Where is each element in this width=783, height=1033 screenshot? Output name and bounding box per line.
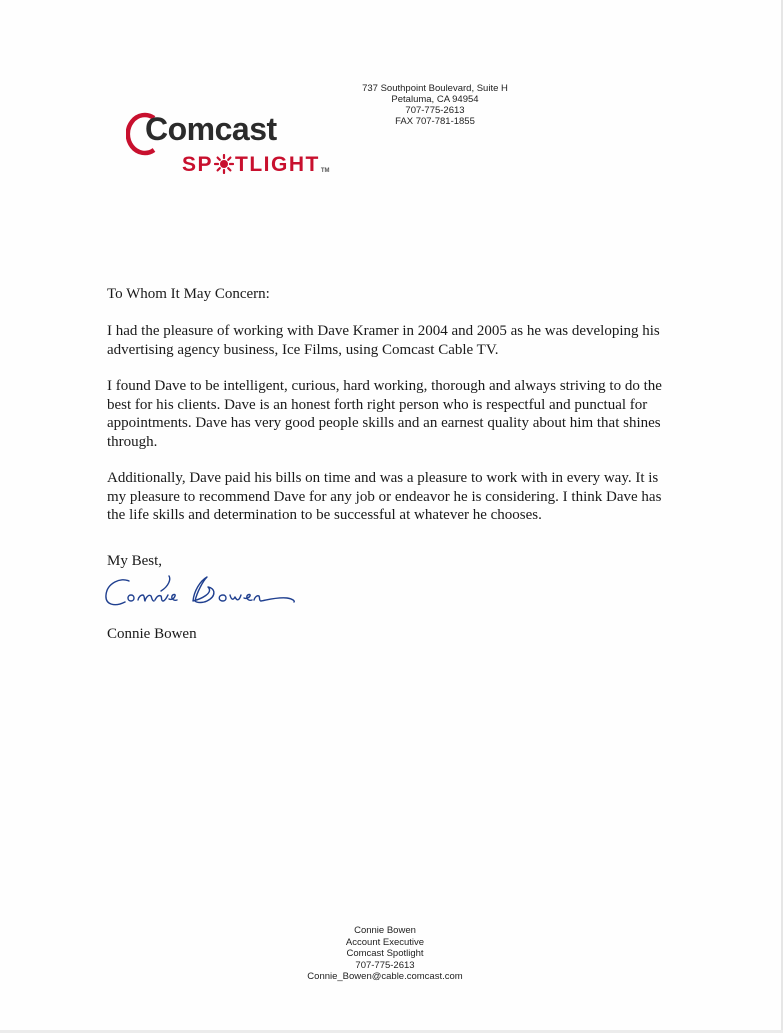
paragraph-1: I had the pleasure of working with Dave Kramer in 2004 and 2005 as he was developing his advertising agency business, Ice Films, using Comcast Cable TV. (107, 323, 660, 358)
comcast-spotlight-logo (126, 108, 336, 184)
handwritten-signature (97, 567, 337, 617)
footer-company: Comcast Spotlight (346, 948, 424, 959)
letterhead-address (330, 83, 540, 127)
logo-wordmark: Comcast (145, 111, 277, 147)
footer-name: Connie Bowen (354, 925, 416, 936)
address-fax: FAX 707-781-1855 (395, 116, 475, 127)
paragraph-2: I found Dave to be intelligent, curious, hard working, thorough and always striving to do the best for his clients. Dave is an honest forth right person who is respectful and punctual for appointments. Dave has very good people skills and an earnest quality about him that shines through. (107, 378, 662, 450)
footer-title: Account Executive (345, 936, 425, 948)
footer-contact (270, 925, 500, 983)
closing: My Best, (107, 553, 163, 569)
address-street: 737 Southpoint Boulevard, Suite H (362, 83, 508, 94)
address-city: Petaluma, CA 94954 (391, 94, 479, 105)
logo-submark (182, 152, 330, 184)
spotlight-burst-icon (214, 154, 234, 174)
paragraph-3: Additionally, Dave paid his bills on time and was a pleasure to work with in every way. It is my pleasure to recommend Dave for any job or endeavor he is considering. I think Dave has the life skills and determination to be successful at whatever he chooses. (107, 470, 662, 523)
signer-name: Connie Bowen (107, 626, 197, 642)
address-phone: 707-775-2613 (405, 105, 465, 116)
trademark-symbol: TM (320, 168, 330, 174)
logo-submark-start: SP (182, 153, 214, 176)
logo-submark-end: TLIGHT (235, 153, 320, 176)
salutation: To Whom It May Concern: (107, 286, 270, 302)
footer-email: Connie_Bowen@cable.comcast.com (307, 971, 463, 982)
footer-phone: 707-775-2613 (355, 959, 415, 971)
